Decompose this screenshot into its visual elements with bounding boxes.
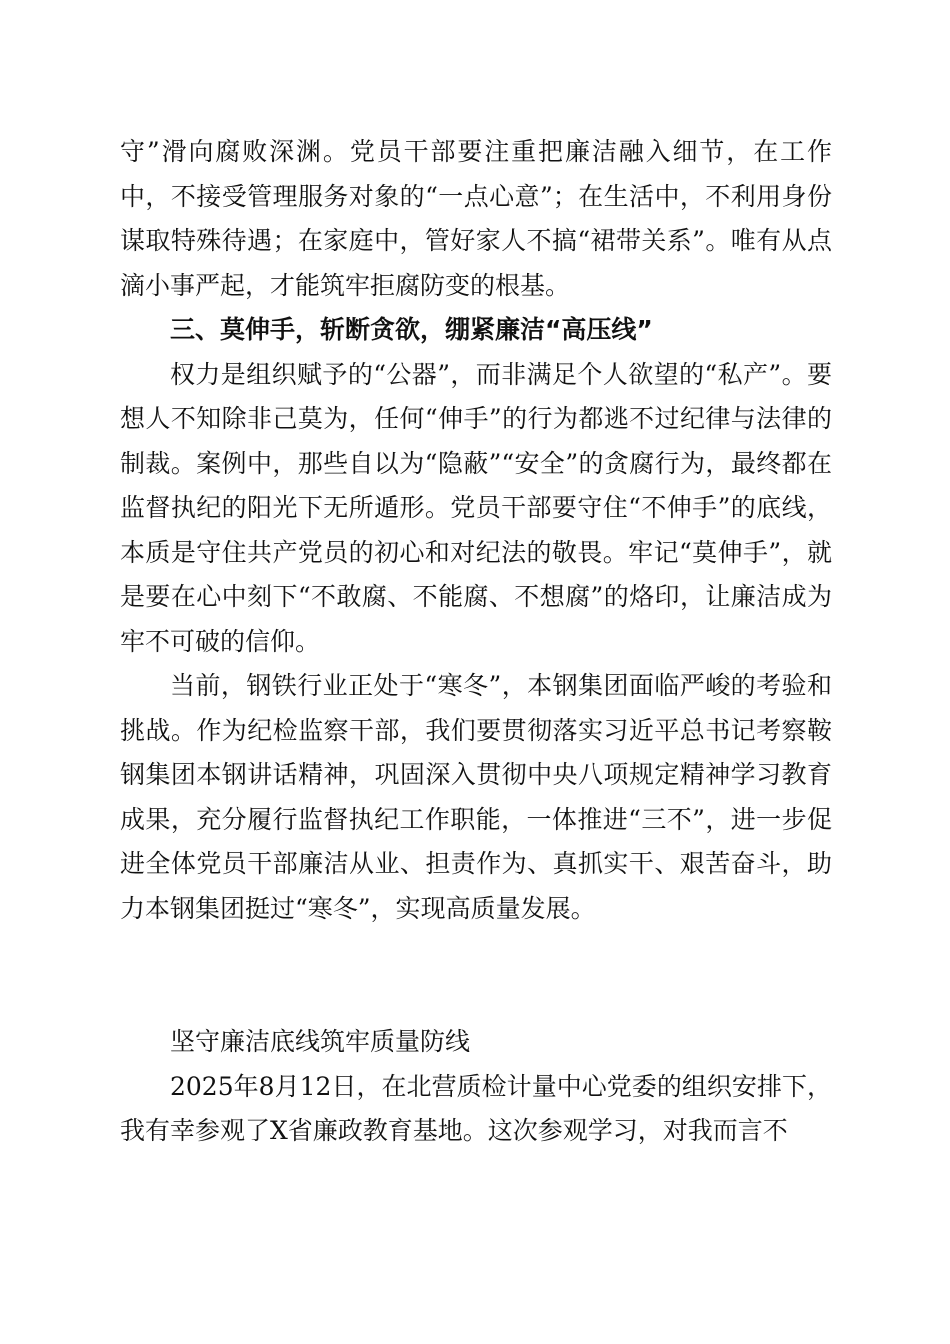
section-heading: 三、莫伸手，斩断贪欲，绷紧廉洁“高压线” <box>170 315 653 344</box>
document-body <box>120 130 832 1154</box>
section-gap <box>120 931 832 1020</box>
body-paragraph: 当前，钢铁行业正处于“寒冬”，本钢集团面临严峻的考验和挑战。作为纪检监察干部，我们要贯彻落实习近平总书记考察鞍钢集团本钢讲话精神，巩固深入贯彻中央八项规定精神学习教育成果，充分履行监督执纪工作职能，一体推进“三不”，进一步促进全体党员干部廉洁从业、担责作为、真抓实干、艰苦奋斗，助力本钢集团挺过“寒冬”，实现高质量发展。 <box>120 671 832 923</box>
body-paragraph: 权力是组织赋予的“公器”，而非满足个人欲望的“私产”。要想人不知除非己莫为，任何“伸手”的行为都逃不过纪律与法律的制裁。案例中，那些自以为“隐蔽”“安全”的贪腐行为，最终都在监督执纪的阳光下无所遁形。党员干部要守住“不伸手”的底线，本质是守住共产党员的初心和对纪法的敬畏。牢记“莫伸手”，就是要在心中刻下“不敢腐、不能腐、不想腐”的烙印，让廉洁成为牢不可破的信仰。 <box>120 359 832 656</box>
article-paragraph: 2025年8月12日，在北营质检计量中心党委的组织安排下，我有幸参观了X省廉政教育基地。这次参观学习，对我而言不 <box>120 1071 832 1145</box>
body-paragraph: 守”滑向腐败深渊。党员干部要注重把廉洁融入细节，在工作中，不接受管理服务对象的“一点心意”；在生活中，不利用身份谋取特殊待遇；在家庭中，管好家人不搞“裙带关系”。唯有从点滴小事严起，才能筑牢拒腐防变的根基。 <box>120 137 832 300</box>
article-title: 坚守廉洁底线筑牢质量防线 <box>170 1027 471 1056</box>
